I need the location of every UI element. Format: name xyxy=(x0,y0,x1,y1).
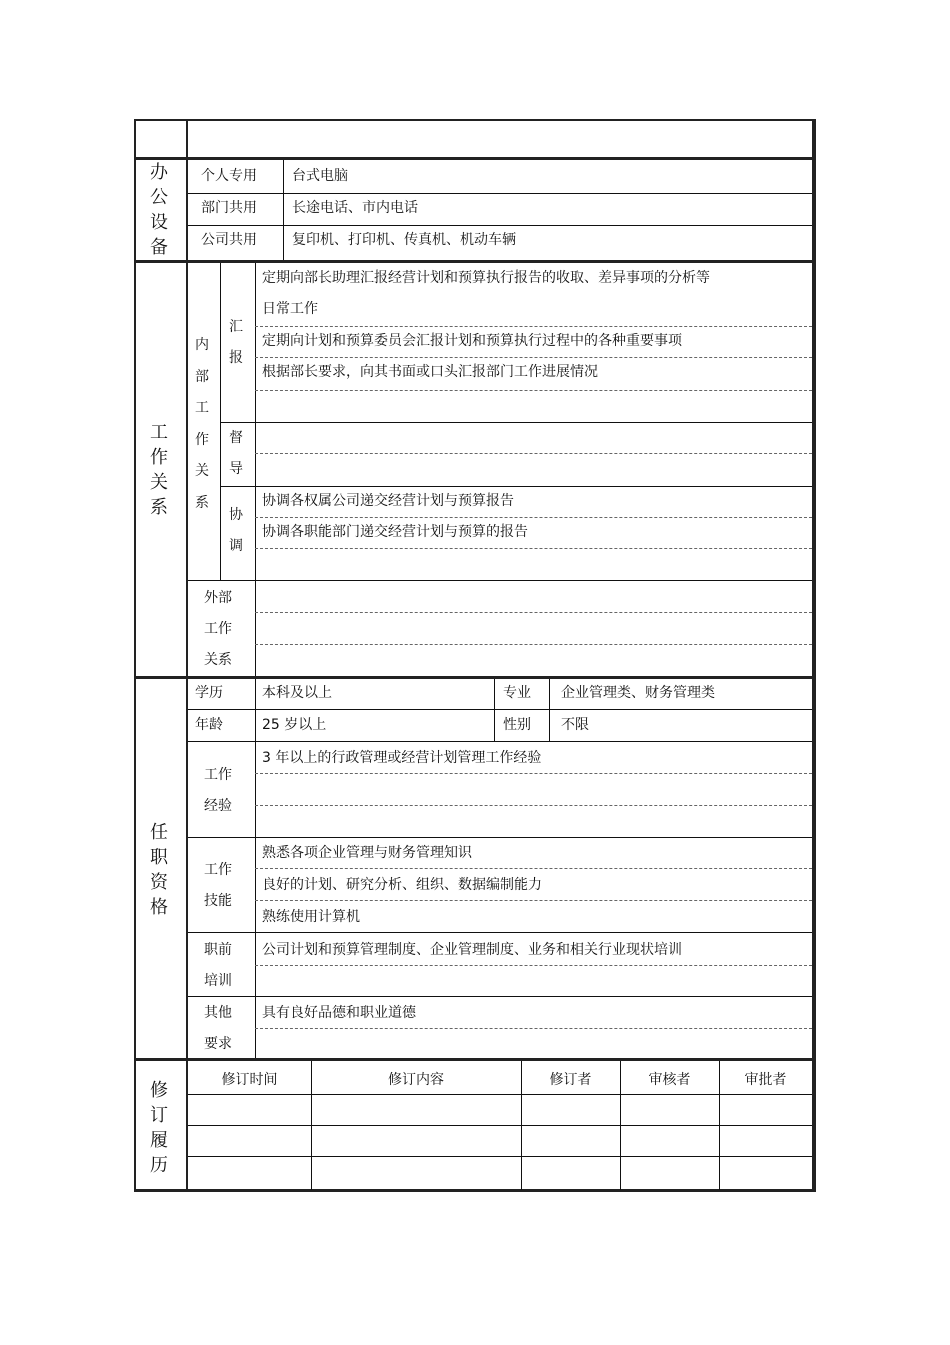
qualifications-bottom-rule xyxy=(134,1058,816,1061)
rule xyxy=(255,263,256,676)
rule xyxy=(255,773,812,774)
qualifications-section-label: 任职资格 xyxy=(150,822,168,918)
age-label: 年龄 xyxy=(195,717,223,733)
header-bottom-rule xyxy=(134,157,816,160)
rule xyxy=(188,193,812,194)
office-equipment-bottom-rule xyxy=(134,260,816,263)
skills-item: 良好的计划、研究分析、组织、数据编制能力 xyxy=(262,877,542,893)
experience-label-2: 经验 xyxy=(204,798,232,814)
coordinate-item: 协调各职能部门递交经营计划与预算的报告 xyxy=(262,524,528,540)
skills-label-1: 工作 xyxy=(204,862,232,878)
age-value: 25 岁以上 xyxy=(262,717,327,733)
rule xyxy=(188,225,812,226)
revision-col-reviser: 修订者 xyxy=(549,1072,592,1088)
coordinate-item: 协调各权属公司递交经营计划与预算报告 xyxy=(262,493,514,509)
revision-col-reviewer: 审核者 xyxy=(648,1072,691,1088)
training-item: 公司计划和预算管理制度、企业管理制度、业务和相关行业现状培训 xyxy=(262,942,682,958)
section-column-divider xyxy=(186,119,188,1192)
skills-label-2: 技能 xyxy=(204,893,232,909)
rule xyxy=(255,612,812,613)
education-label: 学历 xyxy=(195,685,223,701)
equipment-department-label: 部门共用 xyxy=(201,200,257,216)
rule xyxy=(255,326,812,327)
external-relations-label-1: 外部 xyxy=(204,590,232,606)
rule xyxy=(494,679,495,741)
experience-label-1: 工作 xyxy=(204,767,232,783)
outer-border-bottom xyxy=(134,1189,816,1192)
experience-item: 3 年以上的行政管理或经营计划管理工作经验 xyxy=(262,750,542,766)
rule xyxy=(255,644,812,645)
training-label-2: 培训 xyxy=(204,973,232,989)
other-item: 具有良好品德和职业道德 xyxy=(262,1005,416,1021)
training-label-1: 职前 xyxy=(204,942,232,958)
rule xyxy=(188,837,812,838)
rule xyxy=(255,965,812,966)
report-item: 定期向计划和预算委员会汇报计划和预算执行过程中的各种重要事项 xyxy=(262,333,682,349)
equipment-department-value: 长途电话、市内电话 xyxy=(292,200,418,216)
supervise-label: 督导 xyxy=(229,430,243,477)
rule xyxy=(255,453,812,454)
revision-col-content: 修订内容 xyxy=(388,1072,444,1088)
gender-label: 性别 xyxy=(503,717,531,733)
other-label-2: 要求 xyxy=(204,1036,232,1052)
report-label: 汇报 xyxy=(229,319,243,366)
rule xyxy=(283,160,284,260)
rule xyxy=(220,486,812,487)
external-relations-label-2: 工作 xyxy=(204,621,232,637)
internal-relations-label: 内部工作关系 xyxy=(195,337,209,511)
work-relations-bottom-rule xyxy=(134,676,816,679)
outer-border-right xyxy=(812,119,816,1192)
rule xyxy=(549,679,550,741)
office-equipment-section-label: 办公设备 xyxy=(150,162,168,258)
skills-item: 熟悉各项企业管理与财务管理知识 xyxy=(262,845,472,861)
equipment-personal-label: 个人专用 xyxy=(201,168,257,184)
revision-col-approver: 审批者 xyxy=(744,1072,787,1088)
education-value: 本科及以上 xyxy=(262,685,332,701)
outer-border-left xyxy=(134,119,136,1192)
gender-value: 不限 xyxy=(561,717,589,733)
report-item: 日常工作 xyxy=(262,301,318,317)
report-item: 定期向部长助理汇报经营计划和预算执行报告的收取、差异事项的分析等 xyxy=(262,270,710,286)
rule xyxy=(188,709,812,710)
rule xyxy=(220,422,812,423)
rule xyxy=(255,357,812,358)
rule xyxy=(255,868,812,869)
rule xyxy=(188,580,812,581)
rule xyxy=(188,996,812,997)
major-label: 专业 xyxy=(503,685,531,701)
revision-section-label: 修订履历 xyxy=(150,1080,168,1176)
other-label-1: 其他 xyxy=(204,1005,232,1021)
skills-item: 熟练使用计算机 xyxy=(262,909,360,925)
equipment-company-label: 公司共用 xyxy=(201,232,257,248)
external-relations-label-3: 关系 xyxy=(204,652,232,668)
major-value: 企业管理类、财务管理类 xyxy=(561,685,715,701)
rule xyxy=(255,548,812,549)
rule xyxy=(188,741,812,742)
rule xyxy=(188,932,812,933)
work-relations-section-label: 工作关系 xyxy=(150,422,168,518)
rule xyxy=(255,390,812,391)
equipment-company-value: 复印机、打印机、传真机、机动车辆 xyxy=(292,232,516,248)
report-item: 根据部长要求，向其书面或口头汇报部门工作进展情况 xyxy=(262,364,598,380)
coordinate-label: 协调 xyxy=(229,507,243,554)
revision-col-time: 修订时间 xyxy=(221,1072,278,1088)
rule xyxy=(255,517,812,518)
rule xyxy=(255,900,812,901)
rule xyxy=(255,1028,812,1029)
rule xyxy=(255,805,812,806)
outer-border-top xyxy=(134,119,816,121)
equipment-personal-value: 台式电脑 xyxy=(292,168,348,184)
